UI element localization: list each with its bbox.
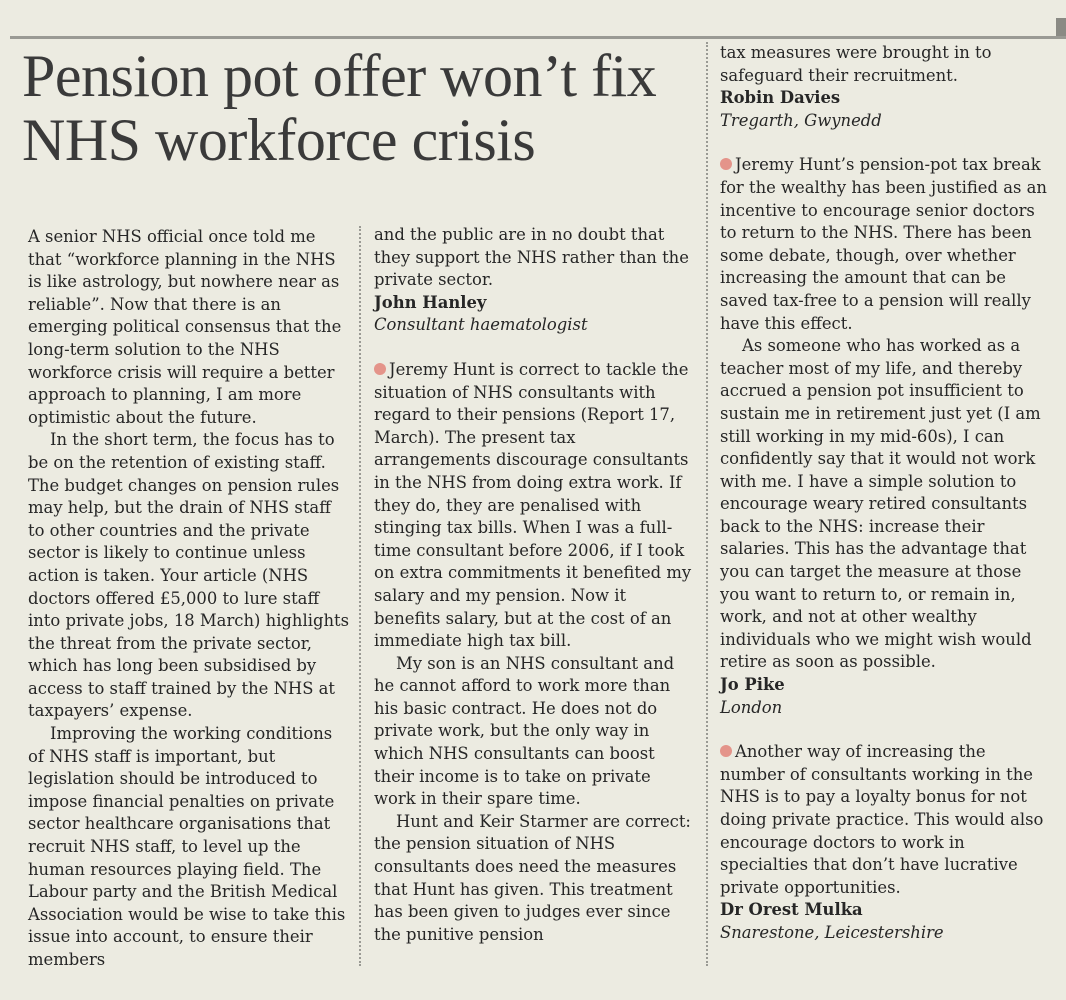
column-2 (374, 224, 696, 946)
letter-paragraph: Hunt and Keir Starmer are correct: the pension situation of NHS consultants does need the measures that Hunt has given. This treatment has been given to judges ever since the punitive pension (374, 811, 691, 944)
letter-paragraph: In the short term, the focus has to be on the retention of existing staff. The budget changes on pension rules may help, but the drain of NHS staff to other countries and the private sector is likely to continue unless action is taken. Your article (NHS doctors offered £5,000 to lure staff into private jobs, 18 March) highlights the threat from the private sector, which has long been subsidised by access to staff trained by the NHS at taxpayers’ expense. (28, 430, 350, 721)
bullet-dot-icon (374, 363, 386, 375)
letter-paragraph: A senior NHS official once told me that “workforce planning in the NHS is like astrology, but nowhere near as reliable”. Now that there is an emerging political consensus that the long-term solution to the NHS workforce crisis will require a better approach to planning, I am more optimistic about the future. (28, 227, 342, 427)
letter-paragraph: My son is an NHS consultant and he cannot afford to work more than his basic contract. He does not do private work, but the only way in which NHS consultants can boost their income is to take on private work in their spare time. (374, 653, 675, 809)
letter-paragraph: Improving the working conditions of NHS staff is important, but legislation should be introduced to impose financial penalties on private sector healthcare organisations that recruit NHS staff, to level up the human resources playing field. The Labour party and the British Medical Association would be wise to take this issue into account, to ensure their members (28, 724, 346, 969)
author-place: Tregarth, Gwynedd (720, 110, 882, 130)
column-divider (359, 226, 361, 966)
top-rule (10, 36, 1066, 39)
author-role: Consultant haematologist (374, 315, 588, 335)
letter-paragraph: and the public are in no doubt that they support the NHS rather than the private sector. (374, 225, 689, 290)
corner-mark (1056, 18, 1066, 36)
column-3 (720, 42, 1050, 945)
headline: Pension pot offer won’t fix NHS workforce crisis (22, 43, 657, 173)
bullet-dot-icon (720, 745, 732, 757)
author-name: Robin Davies (720, 88, 841, 108)
column-1 (28, 226, 350, 972)
letter-paragraph: As someone who has worked as a teacher most of my life, and thereby accrued a pension pot insufficient to sustain me in retirement just yet (I am still working in my mid-60s), I can confidently say that it would not work with me. I have a simple solution to encourage weary retired consultants back to the NHS: increase their salaries. This has the advantage that you can target the measure at those you want to return to, or remain in, work, and not at other wealthy individuals who we might wish would retire as soon as possible. (720, 336, 1041, 672)
letter-paragraph: Jeremy Hunt is correct to tackle the situation of NHS consultants with regard to their pensions (Report 17, March). The present tax arrangements discourage consultants in the NHS from doing extra work. If they do, they are penalised with stinging tax bills. When I was a full-time consultant before 2006, if I took on extra commitments it benefited my salary and my pension. Now it benefits salary, but at the cost of an immediate high tax bill. (374, 359, 692, 651)
bullet-dot-icon (720, 158, 732, 170)
letter-paragraph: tax measures were brought in to safeguard their recruitment. (720, 43, 992, 85)
letter-paragraph: Jeremy Hunt’s pension-pot tax break for the wealthy has been justified as an incentive to encourage senior doctors to return to the NHS. There has been some debate, though, over whether increasing the amount that can be saved tax-free to a pension will really have this effect. (720, 155, 1047, 333)
letter-paragraph: Another way of increasing the number of consultants working in the NHS is to pay a loyalty bonus for not doing private practice. This would also encourage doctors to work in specialties that don’t have lucrative private opportunities. (720, 742, 1044, 897)
author-place: London (720, 697, 783, 717)
column-divider (706, 42, 708, 966)
author-name: John Hanley (374, 292, 487, 312)
author-place: Snarestone, Leicestershire (720, 922, 944, 942)
author-name: Jo Pike (720, 675, 785, 695)
author-name: Dr Orest Mulka (720, 900, 863, 920)
